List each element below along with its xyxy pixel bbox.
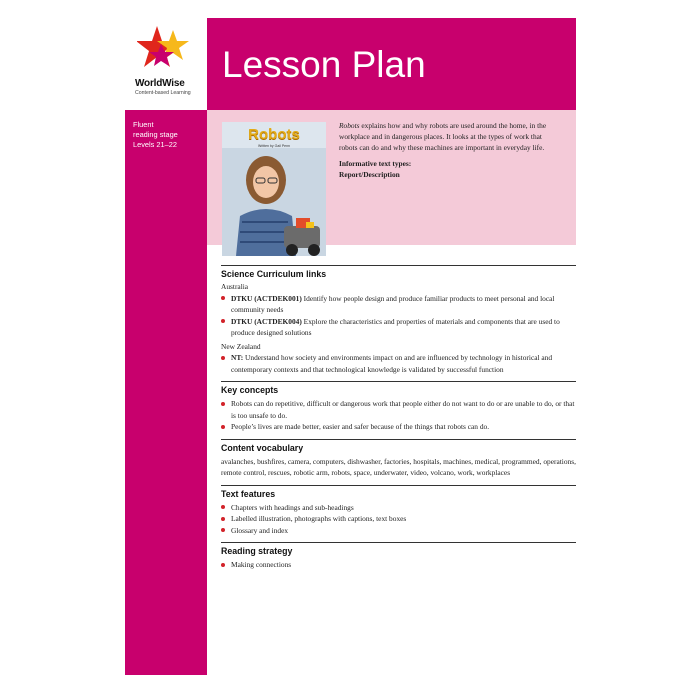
star-logo-icon [137, 24, 189, 74]
brand-name: WorldWise [135, 78, 185, 89]
bullet-icon [221, 402, 225, 406]
brand-logo [125, 18, 207, 110]
curriculum-code: DTKU (ACTDEK004) [231, 316, 302, 326]
bullet-icon [221, 528, 225, 532]
section-heading: Science Curriculum links [221, 269, 327, 279]
section-heading: Key concepts [221, 385, 279, 395]
description-text: explains how and why robots are used around the home, in the workplace and in dangerous places. It looks at the types of work that robots can do and why these machines are important in everyday life. [339, 121, 547, 152]
bullet-icon [221, 296, 225, 300]
list-item-text: Making connections [231, 560, 292, 569]
stage-line: Fluent [133, 120, 154, 129]
section-heading: Text features [221, 488, 276, 499]
list-item [221, 293, 576, 316]
list-item [221, 316, 576, 339]
list-item [221, 421, 576, 433]
book-title-italic: Robots [339, 121, 360, 130]
bullet-icon [221, 356, 225, 360]
stage-line: reading stage [133, 130, 178, 139]
section-key-concepts [221, 381, 576, 439]
list-item [221, 502, 576, 514]
intro-description [339, 120, 561, 180]
content-sections [221, 265, 576, 577]
bullet-icon [221, 563, 225, 567]
curriculum-code: NT: [231, 353, 244, 362]
curriculum-list-nz [221, 352, 576, 375]
list-item-text: Robots can do repetitive, difficult or dangerous work that people either do not want to do or are unable to do, or that is too unsafe to do. [231, 399, 575, 420]
list-item [221, 513, 576, 525]
section-text-features [221, 485, 576, 543]
sidebar [125, 110, 207, 675]
cover-byline: Written by Gail Penn [257, 144, 291, 148]
curriculum-code: DTKU (ACTDEK001) [231, 293, 302, 303]
list-item [221, 352, 576, 375]
vocabulary-text: avalanches, bushfires, camera, computers, dishwasher, factories, hospitals, machines, medical, programmed, operations, remote control, rescues, robotic arm, robots, space, underwater, video, volcano, work, workplaces [221, 456, 576, 477]
region-label: New Zealand [221, 341, 261, 351]
curriculum-text: Understand how society and environments impact on and are influenced by technology in historical and contemporary contexts and that technological knowledge is validated by successful function [231, 353, 553, 374]
list-item [221, 559, 576, 571]
reading-stage [133, 120, 203, 150]
curriculum-text: Explore the characteristics and properties of materials and components that are used to produce designed solutions [231, 316, 560, 337]
bullet-icon [221, 319, 225, 323]
brand-tagline: Content-based Learning [135, 90, 191, 96]
region-label: Australia [221, 282, 249, 291]
page-title: Lesson Plan [222, 44, 426, 85]
text-types-label: Informative text types: [339, 159, 412, 168]
section-vocabulary [221, 439, 576, 485]
bullet-icon [221, 425, 225, 429]
section-heading: Reading strategy [221, 546, 293, 556]
list-item [221, 525, 576, 537]
list-item-text: People’s lives are made better, easier and safer because of the things that robots can do. [231, 422, 490, 431]
section-heading: Content vocabulary [221, 442, 304, 453]
text-features-list [221, 502, 576, 537]
bullet-icon [221, 505, 225, 509]
text-types-value: Report/Description [339, 170, 400, 179]
bullet-icon [221, 517, 225, 521]
curriculum-list-australia [221, 293, 576, 339]
list-item-text: Labelled illustration, photographs with captions, text boxes [231, 514, 407, 523]
cover-title: Robots [248, 126, 300, 143]
section-curriculum [221, 265, 576, 381]
list-item-text: Chapters with headings and sub-headings [231, 502, 354, 512]
section-reading-strategy [221, 542, 576, 577]
stage-line: Levels 21–22 [133, 140, 177, 149]
header-banner [207, 18, 576, 110]
intro-panel [207, 110, 576, 245]
book-cover [222, 122, 326, 256]
list-item [221, 398, 576, 421]
key-concepts-list [221, 398, 576, 433]
curriculum-text: Identify how people design and produce familiar products to meet personal and local community needs [231, 293, 555, 314]
list-item-text: Glossary and index [231, 525, 289, 535]
reading-strategy-list [221, 559, 576, 571]
